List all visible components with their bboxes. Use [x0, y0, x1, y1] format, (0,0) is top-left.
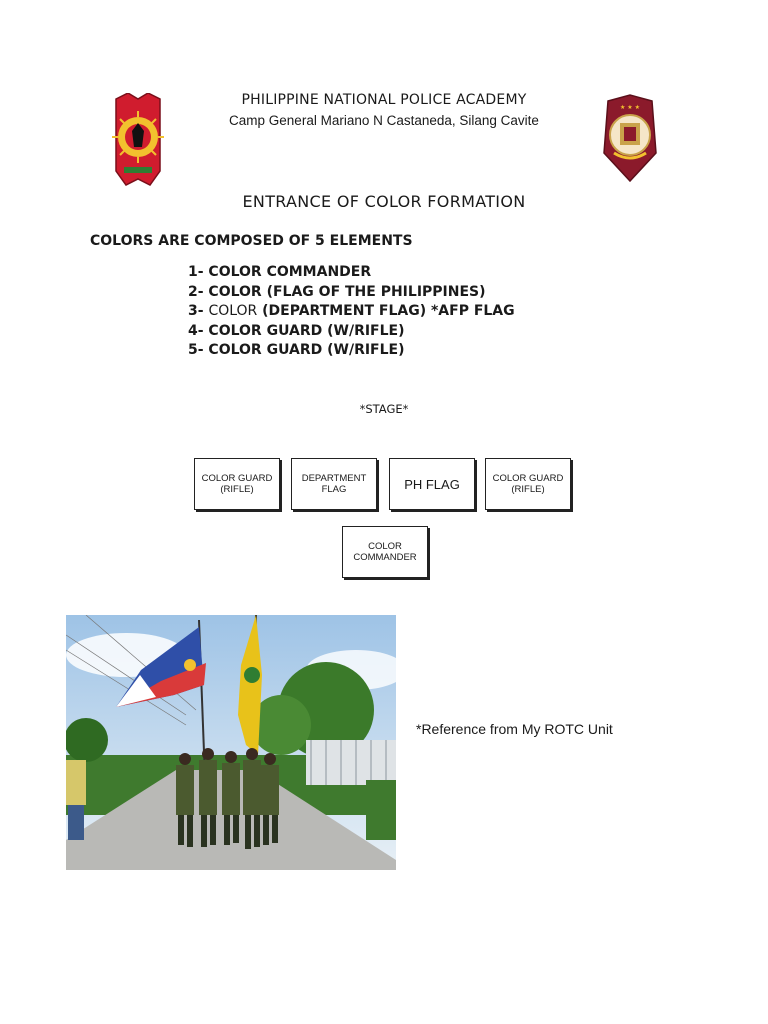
color-guard-right-box: COLOR GUARD (RIFLE) [485, 458, 571, 510]
intro-text: COLORS ARE COMPOSED OF 5 ELEMENTS [90, 233, 413, 249]
svg-text:★ ★ ★: ★ ★ ★ [620, 104, 640, 111]
color-commander-box: COLOR COMMANDER [342, 526, 428, 578]
list-item-plain-text: COLOR [208, 303, 258, 320]
academy-title: PHILIPPINE NATIONAL POLICE ACADEMY [241, 92, 527, 108]
list-item [188, 302, 515, 322]
reference-photo [66, 615, 396, 870]
list-item-text: 2- COLOR (FLAG OF THE PHILIPPINES) [188, 283, 486, 300]
list-item-text: 3- [188, 303, 209, 320]
list-item-text: 1- COLOR COMMANDER [188, 264, 372, 280]
list-item-text: 5- COLOR GUARD (W/RIFLE) [188, 342, 405, 359]
elements-list [188, 263, 515, 361]
color-guard-left-box: COLOR GUARD (RIFLE) [194, 458, 280, 510]
list-item-suffix-text: (DEPARTMENT FLAG) *AFP FLAG [257, 303, 515, 320]
ph-flag-box: PH FLAG [389, 458, 475, 510]
list-item [188, 341, 515, 361]
academy-address: Camp General Mariano N Castaneda, Silang Cavite [229, 113, 539, 128]
list-item [188, 322, 515, 342]
list-item [188, 263, 515, 283]
department-flag-box: DEPARTMENT FLAG [291, 458, 377, 510]
document-title: ENTRANCE OF COLOR FORMATION [242, 192, 526, 211]
list-item [188, 283, 515, 303]
list-item-text: 4- COLOR GUARD (W/RIFLE) [188, 322, 405, 339]
reference-caption: *Reference from My ROTC Unit [416, 721, 613, 737]
stage-label: *STAGE* [359, 402, 409, 416]
